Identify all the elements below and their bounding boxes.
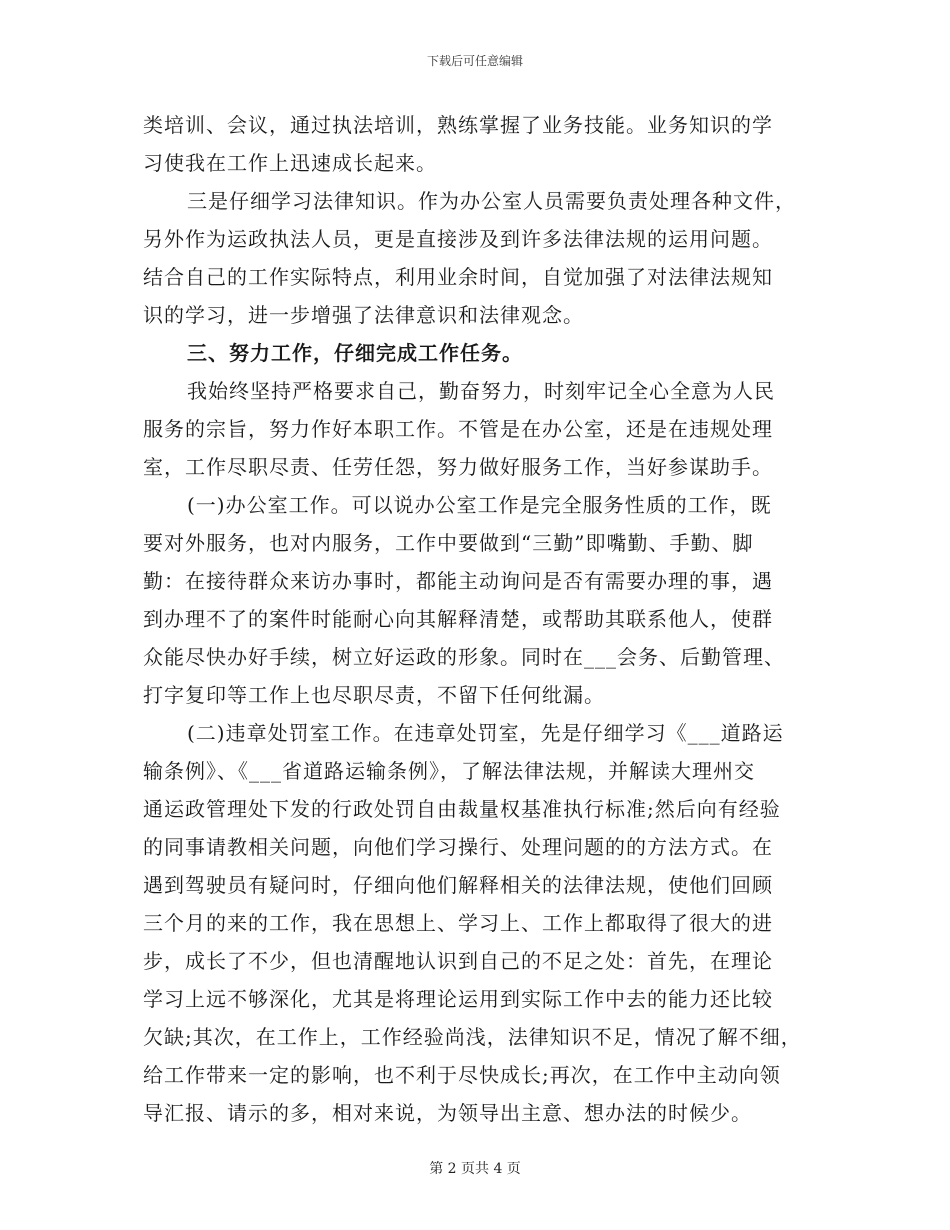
text-line: 遇到驾驶员有疑问时，仔细向他们解释相关的法律法规，使他们回顾 [143,873,773,897]
text-line: 三个月的来的工作，我在思想上、学习上、工作上都取得了很大的进 [143,911,773,935]
text-line: 通运政管理处下发的行政处罚自由裁量权基准执行标准;然后向有经验 [143,797,781,821]
text-line: 的同事请教相关问题，向他们学习操行、处理问题的的方法方式。在 [143,835,773,859]
section-heading: 三、努力工作，仔细完成工作任务。 [187,341,523,365]
text-line: 结合自己的工作实际特点，利用业余时间，自觉加强了对法律法规知 [143,265,773,289]
text-line: (一)办公室工作。可以说办公室工作是完全服务性质的工作，既 [187,493,772,517]
text-line: 众能尽快办好手续，树立好运政的形象。同时在___会务、后勤管理、 [143,645,785,669]
text-line: 三是仔细学习法律知识。作为办公室人员需要负责处理各种文件， [187,189,796,213]
text-line: 室，工作尽职尽责、任劳任怨，努力做好服务工作，当好参谋助手。 [143,455,773,479]
text-line: 欠缺;其次，在工作上，工作经验尚浅，法律知识不足，情况了解不细， [143,1025,802,1049]
text-line: 要对外服务，也对内服务，工作中要做到“三勤”即嘴勤、手勤、脚 [143,531,754,555]
text-line: 识的学习，进一步增强了法律意识和法律观念。 [143,303,584,327]
text-line: 类培训、会议，通过执法培训，熟练掌握了业务技能。业务知识的学 [143,113,773,137]
document-body [143,106,819,1132]
page-header: 下载后可任意编辑 [426,54,523,68]
page-footer: 第 2 页共 4 页 [429,1161,521,1177]
text-line: (二)违章处罚室工作。在违章处罚室，先是仔细学习《___道路运 [187,721,784,745]
text-line: 服务的宗旨，努力作好本职工作。不管是在办公室，还是在违规处理 [143,417,773,441]
text-line: 另外作为运政执法人员，更是直接涉及到许多法律法规的运用问题。 [143,227,773,251]
text-line: 步，成长了不少，但也清醒地认识到自己的不足之处：首先，在理论 [143,949,773,973]
text-line: 学习上远不够深化，尤其是将理论运用到实际工作中去的能力还比较 [143,987,773,1011]
text-line: 习使我在工作上迅速成长起来。 [143,151,437,175]
text-line: 输条例》、《___省道路运输条例》，了解法律法规，并解读大理州交 [143,759,755,783]
text-line: 打字复印等工作上也尽职尽责，不留下任何纰漏。 [143,683,605,707]
text-line: 给工作带来一定的影响，也不利于尽快成长;再次，在工作中主动向领 [143,1063,781,1087]
text-line: 导汇报、请示的多，相对来说，为领导出主意、想办法的时候少。 [143,1101,752,1125]
text-line: 勤：在接待群众来访办事时，都能主动询问是否有需要办理的事，遇 [143,569,773,593]
text-line: 到办理不了的案件时能耐心向其解释清楚，或帮助其联系他人，使群 [143,607,773,631]
text-line: 我始终坚持严格要求自己，勤奋努力，时刻牢记全心全意为人民 [187,379,775,403]
